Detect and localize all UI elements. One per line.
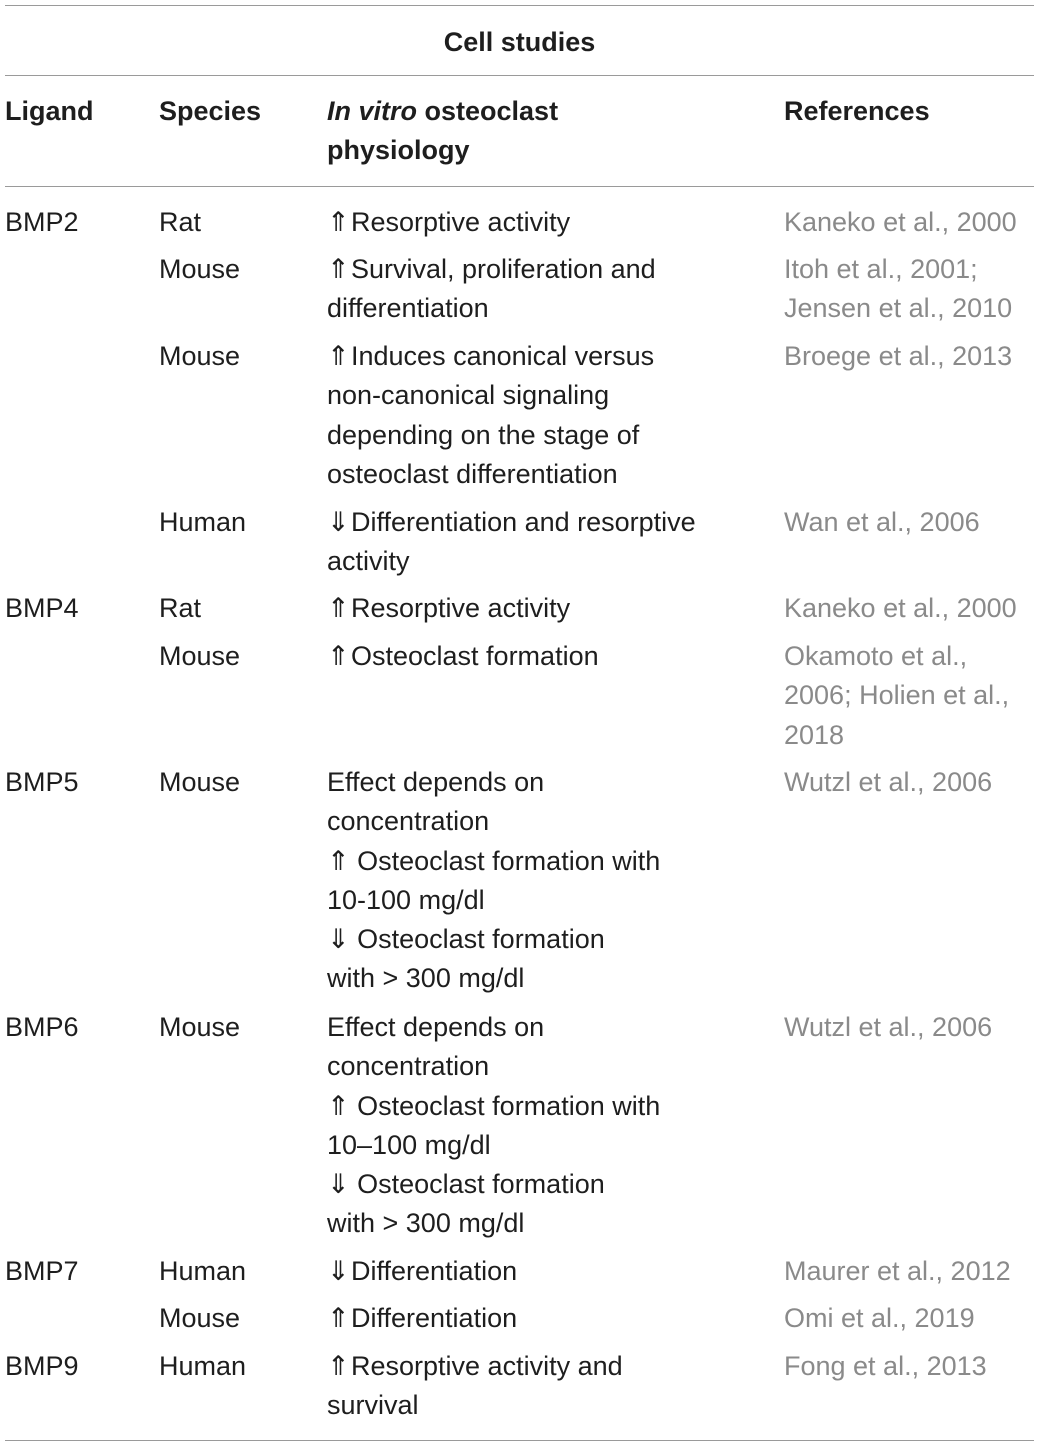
effect-cell (327, 203, 570, 242)
effect-text: ⇓ Osteoclast formation (327, 924, 605, 955)
effect-cell (327, 1252, 517, 1291)
title-rule (5, 75, 1034, 76)
increase-arrow-icon: ⇑ (327, 641, 350, 671)
effect-line (327, 1347, 623, 1386)
ligand-cell: BMP6 (5, 1012, 79, 1042)
ligand-cell: BMP5 (5, 767, 79, 797)
species-cell: Rat (159, 207, 202, 237)
effect-line (327, 337, 654, 376)
reference-link[interactable]: Wutzl et al., 2006 (784, 1012, 993, 1042)
table-title: Cell studies (443, 27, 596, 57)
effect-text: ⇓ Osteoclast formation (327, 1169, 605, 1200)
effect-text: osteoclast differentiation (327, 458, 618, 489)
effect-text: ⇑ Osteoclast formation with (327, 1090, 661, 1121)
increase-arrow-icon: ⇑ (327, 254, 350, 284)
references-cell (784, 1252, 1011, 1291)
header-physiology-italic: In vitro (327, 96, 418, 126)
effect-text: Differentiation (351, 1303, 518, 1333)
effect-cell (327, 503, 696, 582)
reference-link[interactable]: Maurer et al., 2012 (784, 1256, 1011, 1286)
effect-line (327, 1126, 660, 1165)
effect-text: Resorptive activity (351, 207, 571, 237)
reference-link[interactable]: 2006; Holien et al., (784, 680, 1010, 711)
effect-text: activity (327, 546, 410, 577)
reference-link[interactable]: Wan et al., 2006 (784, 507, 980, 537)
effect-cell (327, 637, 599, 676)
effect-text: Effect depends on (327, 1012, 545, 1042)
effect-cell (327, 1299, 517, 1338)
ligand-cell: BMP7 (5, 1256, 79, 1286)
effect-line (327, 1386, 623, 1425)
effect-line (327, 1047, 660, 1086)
species-cell: Mouse (159, 767, 241, 797)
effect-cell (327, 250, 656, 329)
increase-arrow-icon: ⇑ (327, 1351, 350, 1381)
effect-line (327, 1165, 660, 1204)
effect-cell (327, 1008, 660, 1244)
effect-line (327, 589, 570, 628)
ligand-cell: BMP4 (5, 593, 79, 623)
references-cell (784, 1347, 987, 1386)
species-cell: Human (159, 1351, 247, 1381)
effect-text: differentiation (327, 293, 489, 324)
effect-text: Induces canonical versus (351, 341, 655, 371)
effect-text: concentration (327, 1051, 490, 1082)
references-cell (784, 637, 1009, 755)
effect-text: depending on the stage of (327, 419, 640, 450)
species-cell: Mouse (159, 254, 241, 284)
species-cell: Mouse (159, 341, 241, 371)
effect-text: Differentiation (351, 1256, 518, 1286)
effect-line (327, 503, 696, 542)
effect-text: non-canonical signaling (327, 380, 610, 411)
header-physiology (327, 92, 558, 170)
effect-line (327, 881, 660, 920)
effect-line (327, 1204, 660, 1243)
reference-link[interactable]: Jensen et al., 2010 (784, 293, 1013, 324)
reference-link[interactable]: Okamoto et al., (784, 641, 968, 671)
species-cell: Human (159, 1256, 247, 1286)
effect-text: Resorptive activity and (351, 1351, 623, 1381)
increase-arrow-icon: ⇑ (327, 593, 350, 623)
reference-link[interactable]: 2018 (784, 719, 845, 750)
effect-text: with > 300 mg/dl (327, 1208, 525, 1239)
species-cell: Mouse (159, 1303, 241, 1333)
reference-link[interactable]: Omi et al., 2019 (784, 1303, 975, 1333)
effect-line (327, 1008, 660, 1047)
increase-arrow-icon: ⇑ (327, 1303, 350, 1333)
header-physiology-rest: osteoclast (417, 96, 559, 126)
effect-line (327, 455, 654, 494)
references-cell (784, 337, 1012, 376)
effect-text: with > 300 mg/dl (327, 963, 525, 994)
references-cell (784, 589, 1017, 628)
effect-cell (327, 337, 654, 494)
effect-line (327, 416, 654, 455)
effect-line (327, 203, 570, 242)
effect-text: Survival, proliferation and (351, 254, 656, 284)
effect-line (327, 1087, 660, 1126)
species-cell: Human (159, 507, 247, 537)
bottom-rule (5, 1440, 1034, 1441)
species-cell: Mouse (159, 641, 241, 671)
references-cell (784, 763, 992, 802)
effect-line (327, 959, 660, 998)
species-cell: Mouse (159, 1012, 241, 1042)
effect-text: concentration (327, 806, 490, 837)
effect-cell (327, 763, 660, 999)
reference-link[interactable]: Kaneko et al., 2000 (784, 593, 1017, 623)
effect-text: Osteoclast formation (351, 641, 599, 671)
ligand-cell: BMP2 (5, 207, 79, 237)
ligand-cell: BMP9 (5, 1351, 79, 1381)
reference-link[interactable]: Fong et al., 2013 (784, 1351, 987, 1381)
reference-link[interactable]: Broege et al., 2013 (784, 341, 1013, 371)
effect-line (327, 1299, 517, 1338)
references-cell (784, 1299, 975, 1338)
header-ligand: Ligand (5, 96, 94, 126)
header-physiology-line2: physiology (327, 135, 470, 165)
header-references: References (784, 96, 930, 126)
references-cell (784, 1008, 992, 1047)
effect-cell (327, 589, 570, 628)
references-cell (784, 503, 980, 542)
effect-text: Resorptive activity (351, 593, 571, 623)
effect-text: ⇑ Osteoclast formation with (327, 845, 661, 876)
effect-line (327, 376, 654, 415)
effect-line (327, 842, 660, 881)
increase-arrow-icon: ⇑ (327, 341, 350, 371)
references-cell (784, 250, 1012, 329)
effect-text: 10–100 mg/dl (327, 1129, 491, 1160)
header-rule (5, 186, 1034, 187)
effect-line (327, 802, 660, 841)
effect-line (327, 1252, 517, 1291)
effect-text: Effect depends on (327, 767, 545, 797)
effect-line (327, 920, 660, 959)
top-rule (5, 5, 1034, 6)
increase-arrow-icon: ⇑ (327, 207, 350, 237)
decrease-arrow-icon: ⇓ (327, 507, 350, 537)
header-species: Species (159, 96, 262, 126)
effect-text: 10-100 mg/dl (327, 884, 485, 915)
effect-cell (327, 1347, 623, 1426)
effect-line (327, 250, 656, 289)
species-cell: Rat (159, 593, 202, 623)
effect-line (327, 289, 656, 328)
references-cell (784, 203, 1017, 242)
reference-link[interactable]: Wutzl et al., 2006 (784, 767, 993, 797)
decrease-arrow-icon: ⇓ (327, 1256, 350, 1286)
reference-link[interactable]: Itoh et al., 2001; (784, 254, 978, 284)
reference-link[interactable]: Kaneko et al., 2000 (784, 207, 1017, 237)
effect-text: survival (327, 1390, 419, 1421)
effect-text: Differentiation and resorptive (351, 507, 696, 537)
effect-line (327, 542, 696, 581)
effect-line (327, 763, 660, 802)
effect-line (327, 637, 599, 676)
